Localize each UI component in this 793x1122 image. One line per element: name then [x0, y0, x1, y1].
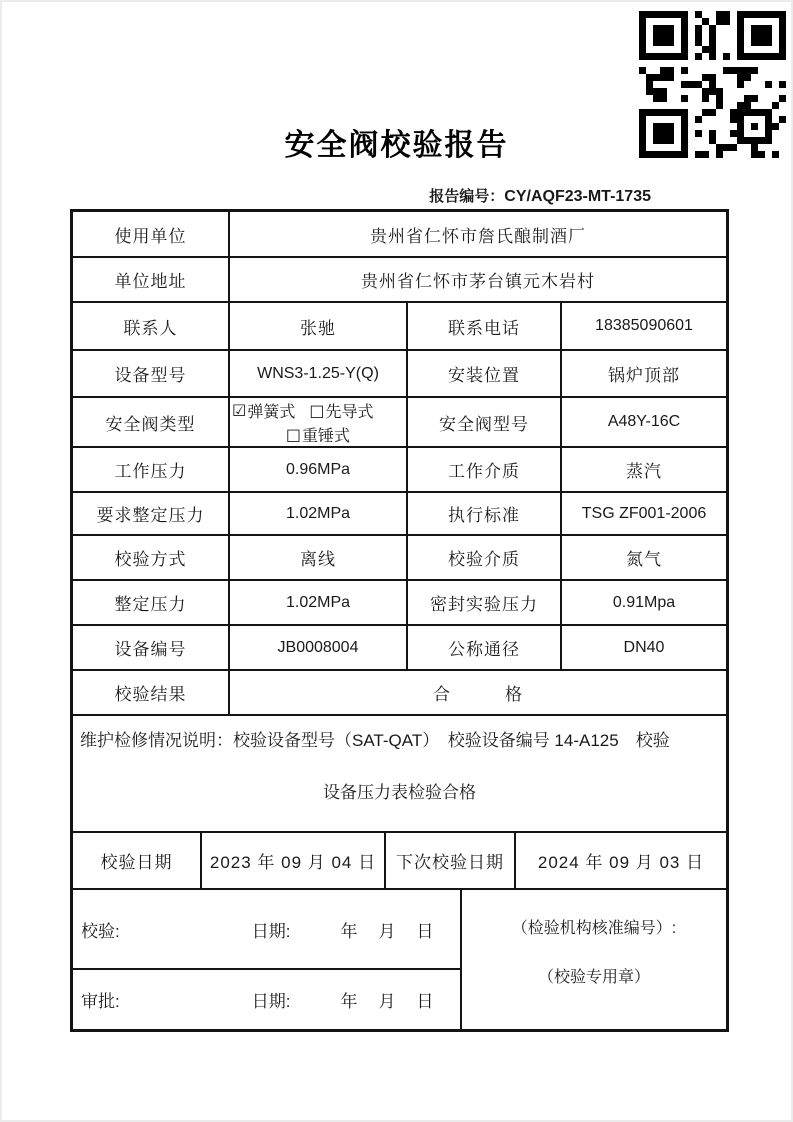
test-medium-label: 校验介质	[408, 536, 562, 579]
device-no-value: JB0008004	[230, 626, 408, 669]
valve-model-value: A48Y-16C	[607, 413, 681, 430]
agency-seal-label: （校验专用章）	[537, 968, 650, 986]
set-pressure-value: 1.02MPa	[230, 581, 408, 624]
report-number-value: CY/AQF23-MT-1735	[504, 188, 651, 205]
approve-date-label: 日期:	[251, 992, 291, 1011]
nominal-diameter-value: DN40	[623, 638, 665, 656]
table-row-result	[73, 671, 726, 716]
verify-date-label: 日期:	[251, 921, 291, 941]
agency-approval-no-label: （检验机构核准编号）:	[511, 919, 677, 937]
phone-label: 联系电话	[408, 303, 562, 349]
address-value: 贵州省仁怀市茅台镇元木岩村	[361, 272, 595, 291]
verify-signature-row	[73, 890, 460, 970]
table-row-device	[73, 351, 726, 398]
work-pressure-value: 0.96MPa	[230, 448, 408, 491]
calibration-date-value: 2023 年 09 月 04 日	[202, 833, 386, 888]
phone-value: 18385090601	[595, 317, 693, 334]
valve-type-options	[230, 398, 408, 446]
agency-seal-cell	[462, 890, 726, 1029]
approve-signature-row	[73, 970, 460, 1029]
table-row-contact	[73, 303, 726, 351]
report-number	[429, 185, 651, 206]
seal-test-pressure-value: 0.91Mpa	[612, 593, 676, 611]
seal-test-pressure-label: 密封实验压力	[408, 581, 562, 624]
nominal-diameter-label: 公称通径	[408, 626, 562, 669]
option-spring-label: 弹簧式	[247, 403, 296, 421]
table-row-device-no	[73, 626, 726, 671]
device-no-label: 设备编号	[73, 626, 230, 669]
valve-type-options-line2	[230, 423, 406, 446]
result-value: 合 格	[433, 685, 523, 704]
install-location-value: 锅炉顶部	[608, 366, 680, 385]
org-value: 贵州省仁怀市詹氏酿制酒厂	[370, 226, 586, 246]
work-pressure-label: 工作压力	[73, 448, 230, 491]
address-label: 单位地址	[73, 258, 230, 301]
test-medium-value: 氮气	[626, 550, 662, 569]
valve-type-options-line1	[230, 399, 406, 422]
contact-label: 联系人	[73, 303, 230, 349]
valve-type-label: 安全阀类型	[73, 398, 230, 446]
table-row-work-pressure	[73, 448, 726, 493]
page-title: 安全阀校验报告	[284, 128, 509, 163]
standard-label: 执行标准	[408, 493, 562, 534]
approve-ymd-label: 年 月 日	[340, 992, 436, 1011]
device-model-label: 设备型号	[73, 351, 230, 396]
org-label: 使用单位	[73, 212, 230, 256]
report-number-label: 报告编号：	[429, 188, 505, 205]
approve-label: 审批:	[81, 992, 120, 1011]
maintenance-note-line1: 维护检修情况说明：校验设备型号（SAT-QAT） 校验设备编号 14-A125 校验	[80, 731, 670, 750]
signature-left-block	[73, 890, 462, 1029]
maintenance-note-line2: 设备压力表检验合格	[323, 783, 476, 802]
next-date-value: 2024 年 09 月 03 日	[537, 853, 705, 872]
device-model-value: WNS3-1.25-Y(Q)	[230, 351, 408, 396]
install-location-label: 安装位置	[408, 351, 562, 396]
table-row-required-set-pressure	[73, 493, 726, 536]
method-value: 离线	[230, 536, 408, 579]
calibration-date-label: 校验日期	[73, 833, 202, 888]
maintenance-note	[73, 716, 726, 831]
table-row-set-pressure	[73, 581, 726, 626]
required-set-pressure-label: 要求整定压力	[73, 493, 230, 534]
table-row-signatures	[73, 890, 726, 1029]
report-table	[70, 209, 729, 1032]
set-pressure-label: 整定压力	[73, 581, 230, 624]
contact-value: 张驰	[230, 303, 408, 349]
option-weight-label: 重锤式	[302, 427, 351, 445]
required-set-pressure-value: 1.02MPa	[230, 493, 408, 534]
table-row-method	[73, 536, 726, 581]
method-label: 校验方式	[73, 536, 230, 579]
result-label: 校验结果	[73, 671, 230, 714]
table-row-maintenance	[73, 716, 726, 833]
table-row-dates	[73, 833, 726, 890]
table-row-address	[73, 258, 726, 303]
next-date-label: 下次校验日期	[386, 833, 516, 888]
checkbox-checked-icon: ☑	[232, 400, 247, 420]
work-medium-label: 工作介质	[408, 448, 562, 491]
checkbox-unchecked-icon: □	[285, 424, 302, 444]
standard-value: TSG ZF001-2006	[581, 504, 707, 522]
checkbox-unchecked-icon: □	[309, 400, 325, 420]
table-row-org	[73, 212, 726, 258]
verify-label: 校验:	[81, 921, 120, 941]
valve-model-label: 安全阀型号	[408, 398, 562, 446]
work-medium-value: 蒸汽	[626, 462, 662, 481]
table-row-valve-type	[73, 398, 726, 448]
option-pilot-label: 先导式	[325, 403, 374, 421]
verify-ymd-label: 年 月 日	[340, 921, 436, 941]
